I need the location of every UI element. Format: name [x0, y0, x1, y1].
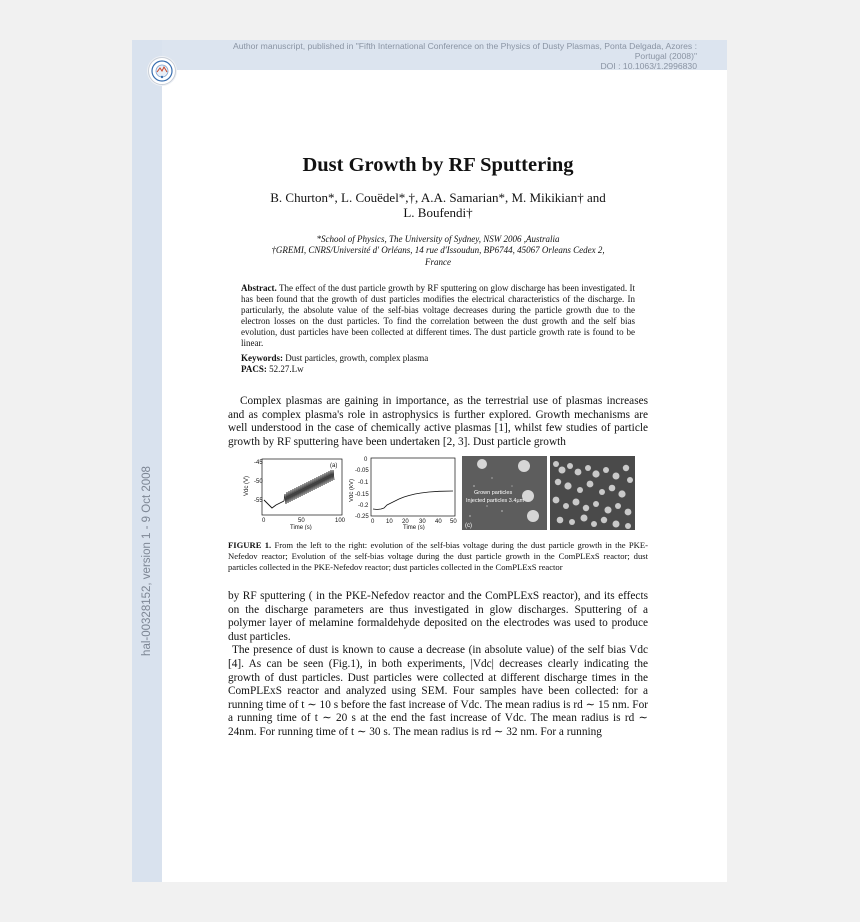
publication-note-line1: Author manuscript, published in "Fifth International Conference on the Physics of Dusty Plasmas, Ponta Delgada, Azores : [232, 41, 697, 51]
plot1-ylabel: Vdc (V) [244, 475, 250, 496]
paper-title: Dust Growth by RF Sputtering [302, 154, 574, 176]
publication-note[interactable] [227, 42, 697, 71]
plot2-xtick: 40 [435, 519, 442, 525]
plot1-tag: (a) [330, 463, 338, 469]
plot2-xtick: 30 [419, 519, 426, 525]
plot2-ytick: -0.05 [355, 468, 369, 474]
keywords-text: Dust particles, growth, complex plasma [285, 353, 429, 363]
plot1-xlabel: Time (s) [290, 525, 312, 530]
plot2-xtick: 20 [402, 519, 409, 525]
affiliation-1: *School of Physics, The University of Sydney, NSW 2006 ,Australia [316, 234, 560, 244]
plot2-ytick: -0.25 [355, 514, 369, 520]
keywords-label: Keywords: [241, 353, 283, 363]
plot2-xtick: 10 [386, 519, 393, 525]
figure-selfbias-pke [240, 456, 346, 530]
plot1-ytick: -50 [254, 479, 263, 485]
hal-sidebar [132, 40, 162, 882]
plot2-ytick: -0.15 [355, 492, 369, 498]
affiliation-2: †GREMI, CNRS/Université d' Orléans, 14 rue d'Issoudun, BP6744, 45067 Orleans Cedex 2, [271, 245, 605, 256]
authors-line2: L. Boufendi† [403, 205, 473, 220]
intro-paragraph: Complex plasmas are gaining in importance, as the terrestrial use of plasmas increases and as complex plasma's role in astrophysics is further explored. Growth mechanisms are well understood in the case of chemically active plasmas [1], whilst few studies of particle growth by RF sputtering have been undertaken [2, 3]. Dust particle growth [228, 395, 648, 448]
plot2-xtick: 50 [450, 519, 457, 525]
plot2-xtick: 0 [371, 519, 375, 525]
plot2-ytick: -0.1 [358, 480, 369, 486]
plot2-ytick: -0.2 [358, 503, 369, 509]
paragraph-self-bias: The presence of dust is known to cause a decrease (in absolute value) of the self bias Vdc [4]. As can be seen (Fig.1), in both experiments, |Vdc| decreases clearly indicating the growth of dust particles. Dust particles were collected at different discharge times in the ComPLExS reactor and analyzed using SEM. Four samples have been collected: for a running time of t ∼ 10 s before the fast increase of Vdc. The mean radius is rd ∼ 15 nm. For a running time of t ∼ 20 s at the end the fast increase of Vdc. The mean radius is rd ∼ 24nm. For running time of t ∼ 30 s. The mean radius is rd ∼ 32 nm. For a running [228, 644, 648, 738]
doi-link[interactable]: DOI : 10.1063/1.2996830 [600, 60, 697, 71]
sem-label-grown: Grown particles [474, 490, 513, 496]
plot1-ytick: -45 [254, 460, 263, 466]
figure-sem-pke [462, 456, 547, 530]
plot2-xlabel: Time (s) [403, 525, 425, 530]
affiliations [242, 234, 634, 268]
abstract [241, 283, 635, 350]
paper-page [132, 40, 727, 882]
figure-caption-label: FIGURE 1. [228, 540, 272, 550]
publication-note-line2: Portugal (2008)" [634, 50, 697, 61]
figure-caption-text: From the left to the right: evolution of the self-bias voltage during the dust particle growth in the PKE-Nefedov reactor; Evolution of the self-bias voltage during the dust particle growth in the ComPLExS reactor; dust particles collected in the PKE-Nefedov reactor; dust particles collected in the ComPLExS reactor [228, 540, 648, 573]
plot1-ytick: -55 [254, 498, 263, 504]
sem-label-injected: Injected particles 3.4µm [466, 498, 525, 504]
body-text [228, 590, 648, 740]
plot1-xtick: 100 [335, 518, 346, 524]
hal-identifier: hal-00328152, version 1 - 9 Oct 2008 [141, 466, 153, 656]
figure-sem-complexs [550, 456, 635, 530]
plot1-xtick: 50 [298, 518, 305, 524]
authors-line1: B. Churton*, L. Couëdel*,†, A.A. Samarian*, M. Mikikian† and [270, 190, 606, 205]
hal-logo-icon[interactable] [148, 57, 176, 85]
plot2-ylabel: Vdc (kV) [349, 478, 355, 502]
abstract-text: The effect of the dust particle growth by RF sputtering on glow discharge has been investigated. It has been found that the growth of dust particles modifies the electrical characteristics of the discharge. In particularly, the absolute value of the self-bias voltage decreases during the particle growth due to the electron losses on the dust particles. To find the correlation between the dust growth and the self bias evolution, dust particles have been collected at different times. The dust particle growth rate is found to be linear. [241, 283, 635, 349]
author-list [252, 190, 624, 220]
paragraph-sputtering: by RF sputtering ( in the PKE-Nefedov reactor and the ComPLExS reactor), and its effects on the discharge parameters are thus investigated in glow discharges. Sputtering of a polymer layer of melamine formaldehyde deposited on the electrodes was used to produce dust particles. [228, 590, 648, 643]
sem-tag: (c) [465, 523, 472, 529]
figure-caption [228, 540, 648, 574]
figure-selfbias-complexs [349, 456, 459, 530]
abstract-label: Abstract. [241, 283, 277, 293]
plot1-xtick: 0 [262, 518, 266, 524]
pacs-label: PACS: [241, 364, 267, 374]
plot2-ytick: 0 [364, 457, 368, 463]
affiliation-2-country: France [425, 256, 451, 267]
pacs-text: 52.27.Lw [269, 364, 304, 374]
keywords-block [241, 353, 635, 375]
